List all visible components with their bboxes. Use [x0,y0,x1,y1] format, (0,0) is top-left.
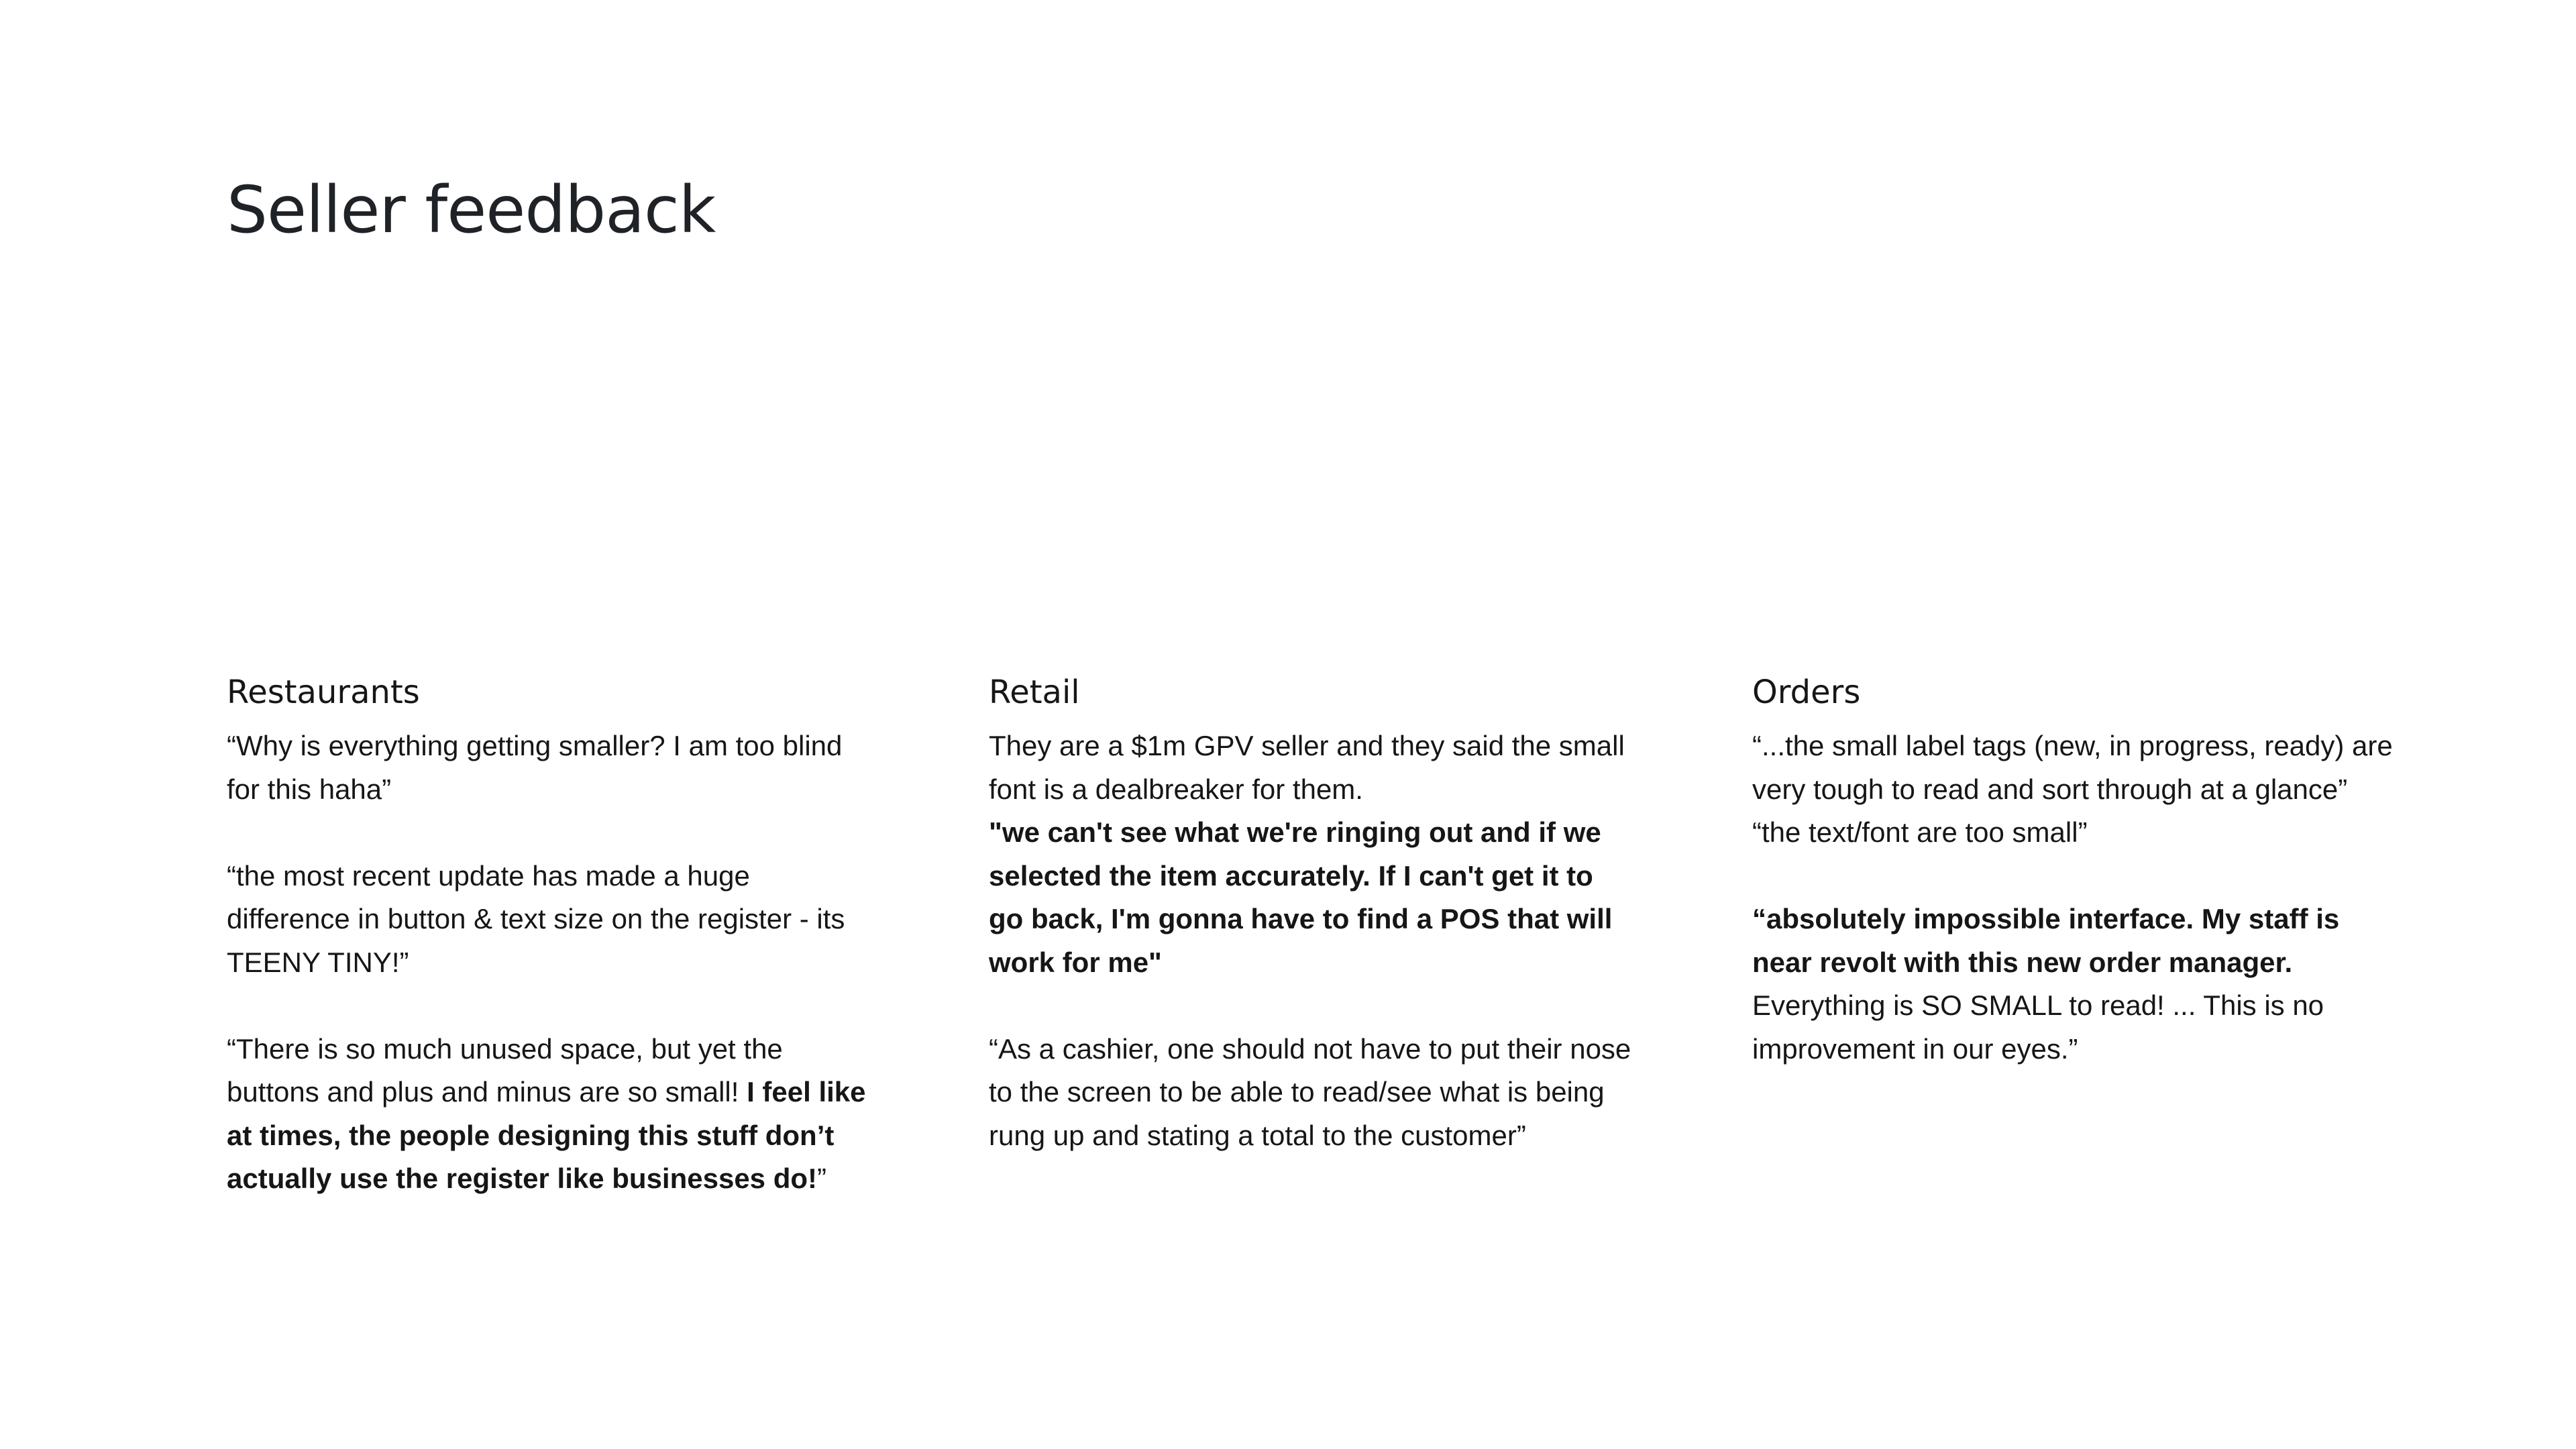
feedback-quote [989,811,1633,984]
quote-text: They are a $1m GPV seller and they said the small font is a dealbreaker for them. [989,730,1625,805]
feedback-quote [989,1028,1633,1158]
quote-emphasis: “absolutely impossible interface. My staff is near revolt with this new order manager. [1752,903,2340,978]
feedback-quote [1752,898,2396,1071]
feedback-columns [227,671,2393,1342]
feedback-quote [1752,811,2396,855]
quote-emphasis: I feel like at times, the people designing this stuff don’t actually use the register like businesses do! [227,1076,866,1194]
column-body [1752,724,2396,1071]
column-restaurants [227,671,871,1201]
quote-text: “Why is everything getting smaller? I am too blind for this haha” [227,730,843,805]
column-body [227,724,871,1201]
feedback-quote [227,724,871,811]
feedback-quote [227,1028,871,1201]
quote-text: “There is so much unused space, but yet the buttons and plus and minus are so small! [227,1032,783,1108]
quote-text: ” [817,1163,827,1194]
column-title: Retail [989,674,1080,711]
feedback-quote [227,855,871,985]
quote-text: “...the small label tags (new, in progress, ready) are very tough to read and sort through at a glance” [1752,730,2393,805]
column-title: Orders [1752,674,1861,711]
feedback-quote [1752,724,2396,811]
quote-text: “the most recent update has made a huge difference in button & text size on the register - its TEENY TINY!” [227,859,845,978]
page-title: Seller feedback [227,172,716,248]
quote-text: “As a cashier, one should not have to put their nose to the screen to be able to read/see what is being rung up and stating a total to the customer” [989,1032,1631,1151]
quote-emphasis: "we can't see what we're ringing out and if we selected the item accurately. If I can't get it to go back, I'm gonna have to find a POS that will work for me" [989,816,1613,978]
feedback-quote [989,724,1633,811]
column-retail [989,671,1633,1157]
quote-text: “the text/font are too small” [1752,816,2088,848]
column-body [989,724,1633,1157]
quote-text: Everything is SO SMALL to read! ... This is no improvement in our eyes.” [1752,989,2324,1065]
column-orders [1752,671,2396,1071]
column-title: Restaurants [227,674,420,711]
